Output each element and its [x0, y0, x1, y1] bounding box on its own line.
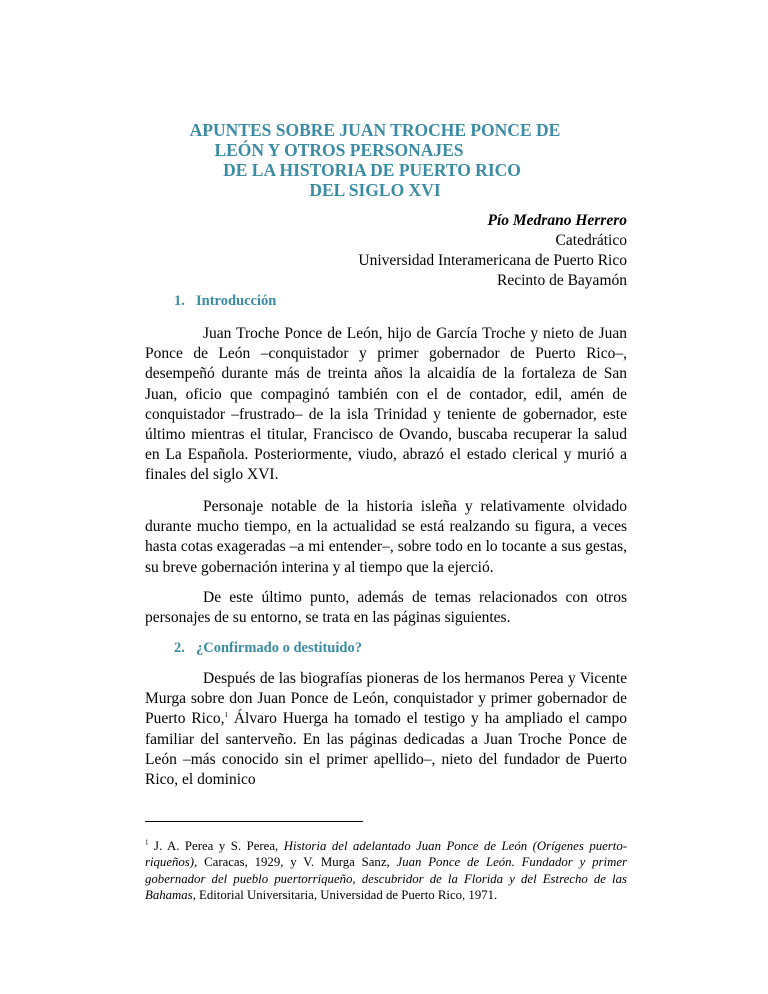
author-university: Universidad Interamericana de Puerto Rico: [358, 252, 627, 269]
section-number: 2.: [174, 640, 185, 656]
article-title: [140, 120, 610, 200]
paragraph-text: Álvaro Huerga ha tomado el testigo y ha ampliado el campo familiar del santerveño. En las páginas dedicadas a Juan Troche Ponce de León –más conocido sin el primer apellido–, nieto del fundador de Puerto Rico, el dominico: [145, 710, 627, 789]
author-block: [207, 211, 627, 291]
footnote-text: , Editorial Universitaria, Universidad de Puerto Rico, 1971.: [192, 888, 498, 903]
footnote-text: , Caracas, 1929, y V. Murga Sanz,: [194, 855, 397, 870]
section-heading-confirmado: [174, 639, 362, 657]
title-line: APUNTES SOBRE JUAN TROCHE PONCE DE: [189, 120, 561, 140]
title-line: DE LA HISTORIA DE PUERTO RICO: [223, 160, 521, 180]
footnote-reference[interactable]: 1: [224, 711, 228, 720]
author-campus: Recinto de Bayamón: [497, 272, 627, 289]
body-paragraph: De este último punto, además de temas relacionados con otros personajes de su entorno, se trata en las páginas siguientes.: [145, 589, 627, 627]
section-number: 1.: [174, 293, 185, 309]
body-paragraph: Juan Troche Ponce de León, hijo de García Troche y nieto de Juan Ponce de León –conquistador y primer gobernador de Puerto Rico–, desempeñó durante más de treinta años la alcaidía de la fortaleza de San Juan, oficio que compaginó también con el de contador, edil, amén de conquistador –frustrado– de la isla Trinidad y teniente de gobernador, este último mientras el titular, Francisco de Ovando, buscaba recuperar la salud en La Española. Posteriormente, viudo, abrazó el estado clerical y murió a finales del siglo XVI.: [145, 325, 627, 484]
title-line: LEÓN Y OTROS PERSONAJES: [214, 140, 464, 160]
paragraph-text: Después de las biografías pioneras de los hermanos Perea y Vicente Murga sobre don Juan Ponce de León, conquistador y primer gobernador de Puerto Rico,: [145, 670, 627, 728]
author-role: Catedrático: [555, 232, 627, 249]
section-heading-introduccion: [174, 292, 276, 310]
footnote-title: Juan Ponce de León. Fundador y primer gobernador del pueblo puertorriqueño, descubridor de la Florida y del Estrecho de las Bahamas: [145, 855, 627, 903]
footnote: [145, 838, 627, 904]
author-name: Pío Medrano Herrero: [487, 212, 627, 229]
body-paragraph: [145, 669, 627, 790]
footnote-divider: [145, 821, 363, 822]
section-title: ¿Confirmado o destituido?: [196, 640, 362, 656]
footnote-title: Historia del adelantado Juan Ponce de León (Orígenes puerto-riqueños): [145, 839, 627, 870]
title-line: DEL SIGLO XVI: [309, 180, 441, 200]
footnote-marker: 1: [145, 838, 149, 847]
footnote-text: J. A. Perea y S. Perea,: [148, 839, 284, 853]
section-title: Introducción: [196, 293, 277, 309]
body-paragraph: Personaje notable de la historia isleña y relativamente olvidado durante mucho tiempo, en la actualidad se está realzando su figura, a veces hasta cotas exageradas –a mi entender–, sobre todo en lo tocante a sus gestas, su breve gobernación interina y al tiempo que la ejerció.: [145, 498, 627, 576]
